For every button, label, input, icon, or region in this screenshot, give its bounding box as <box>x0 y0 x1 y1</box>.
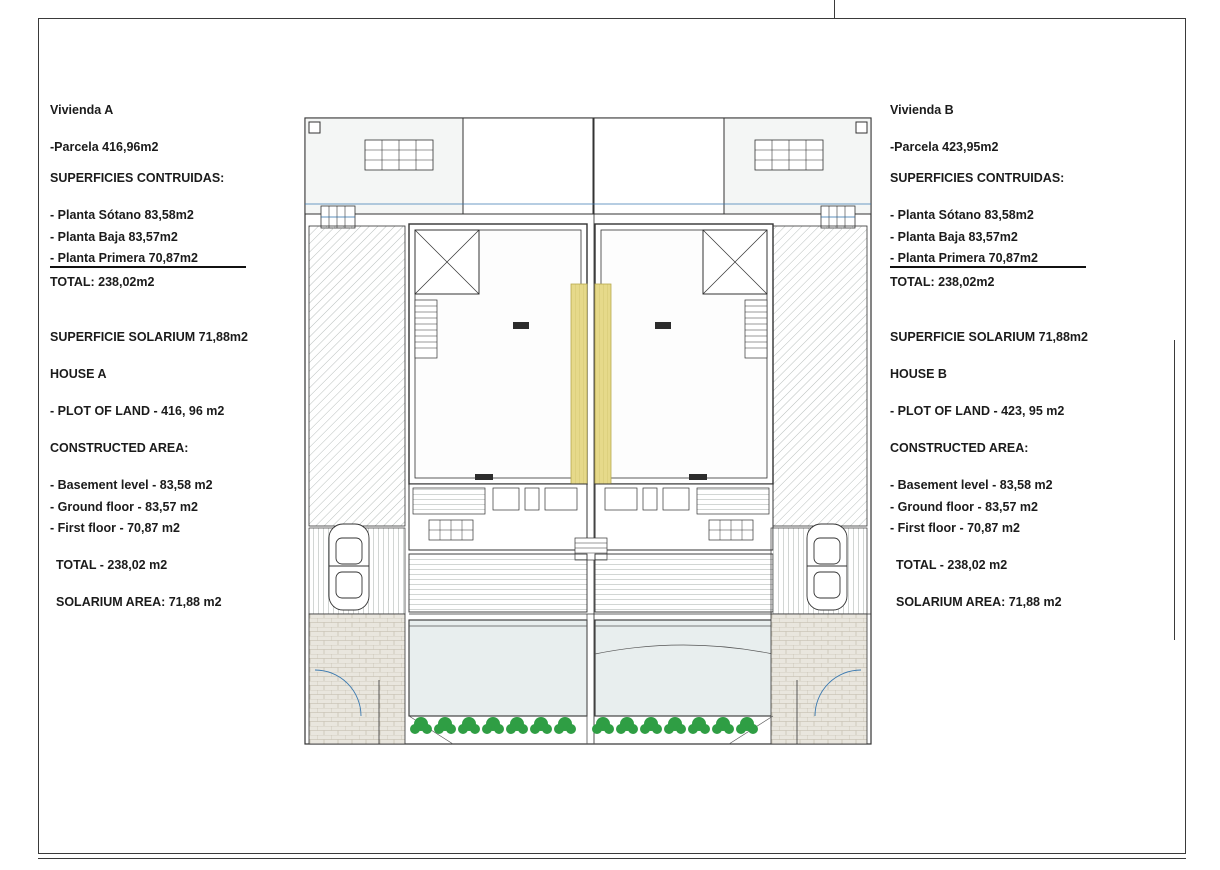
house-b-total-en: TOTAL - 238,02 m2 <box>896 557 1008 572</box>
staircase-left <box>415 300 437 358</box>
furniture-mark-a2 <box>475 474 493 480</box>
house-a-solarium: SUPERFICIE SOLARIUM 71,88m2 <box>50 329 248 344</box>
sheet-border-bottom-rule <box>38 858 1186 859</box>
house-b-title: Vivienda B <box>890 103 954 117</box>
window-grating-right <box>821 206 855 228</box>
house-b-solarium: SUPERFICIE SOLARIUM 71,88m2 <box>890 329 1088 344</box>
house-b-basement: - Planta Sótano 83,58m2 <box>890 208 1034 223</box>
house-b-first-en: - First floor - 70,87 m2 <box>890 520 1020 535</box>
house-b-basement-en: - Basement level - 83,58 m2 <box>890 478 1053 493</box>
house-a-plot-en: - PLOT OF LAND - 416, 96 m2 <box>50 404 225 419</box>
solarium-grid-right <box>755 140 823 170</box>
house-a-total-en: TOTAL - 238,02 m2 <box>56 557 168 572</box>
house-a-total: TOTAL: 238,02m2 <box>50 274 155 289</box>
furniture-mark-b2 <box>689 474 707 480</box>
staircase-right <box>745 300 767 358</box>
car-right <box>807 524 847 610</box>
house-a-surfaces-heading: SUPERFICIES CONTRUIDAS: <box>50 171 225 186</box>
house-a-text-block <box>50 104 300 609</box>
house-b-text-block <box>890 104 1150 609</box>
plan-outline <box>305 118 871 744</box>
furniture-mark-b1 <box>655 322 671 329</box>
house-b-title-en: HOUSE B <box>890 367 947 381</box>
house-b-ground: - Planta Baja 83,57m2 <box>890 229 1018 244</box>
house-b-ground-en: - Ground floor - 83,57 m2 <box>890 499 1038 514</box>
house-b-plot-en: - PLOT OF LAND - 423, 95 m2 <box>890 404 1065 419</box>
house-a-title: Vivienda A <box>50 103 114 117</box>
house-b-surfaces-heading: SUPERFICIES CONTRUIDAS: <box>890 171 1065 186</box>
house-a-basement-en: - Basement level - 83,58 m2 <box>50 478 213 493</box>
paving-left <box>309 614 405 744</box>
house-b-constructed-en: CONSTRUCTED AREA: <box>890 441 1029 456</box>
pool-right <box>595 620 773 716</box>
house-a-title-en: HOUSE A <box>50 367 107 381</box>
furniture-mark-a1 <box>513 322 529 329</box>
void-patio-left <box>415 230 479 294</box>
terrace-deck-right <box>595 554 773 612</box>
house-b-total: TOTAL: 238,02m2 <box>890 274 995 289</box>
porch-hatch-left <box>413 488 485 514</box>
house-a-basement: - Planta Sótano 83,58m2 <box>50 208 194 223</box>
house-a-solarium-en: SOLARIUM AREA: 71,88 m2 <box>56 594 222 609</box>
porch-hatch-right <box>697 488 769 514</box>
house-b-solarium-en: SOLARIUM AREA: 71,88 m2 <box>896 594 1062 609</box>
architectural-plan-drawing <box>303 114 873 748</box>
void-patio-right <box>703 230 767 294</box>
house-a-first-floor: - Planta Primera 70,87m2 <box>50 252 246 268</box>
solarium-grid-left <box>365 140 433 170</box>
house-a-constructed-en: CONSTRUCTED AREA: <box>50 441 189 456</box>
house-b-plot: -Parcela 423,95m2 <box>890 140 999 155</box>
window-grating-left <box>321 206 355 228</box>
house-a-ground-en: - Ground floor - 83,57 m2 <box>50 499 198 514</box>
house-a-ground: - Planta Baja 83,57m2 <box>50 229 178 244</box>
house-a-plot: -Parcela 416,96m2 <box>50 140 159 155</box>
house-b-first-floor: - Planta Primera 70,87m2 <box>890 252 1086 268</box>
car-left <box>329 524 369 610</box>
paving-right <box>771 614 867 744</box>
terrace-deck-left <box>409 554 587 612</box>
pool-left <box>409 620 587 716</box>
sheet-border-tick-top <box>834 0 835 18</box>
house-a-first-en: - First floor - 70,87 m2 <box>50 520 180 535</box>
sheet-border-tick-right <box>1174 340 1175 640</box>
